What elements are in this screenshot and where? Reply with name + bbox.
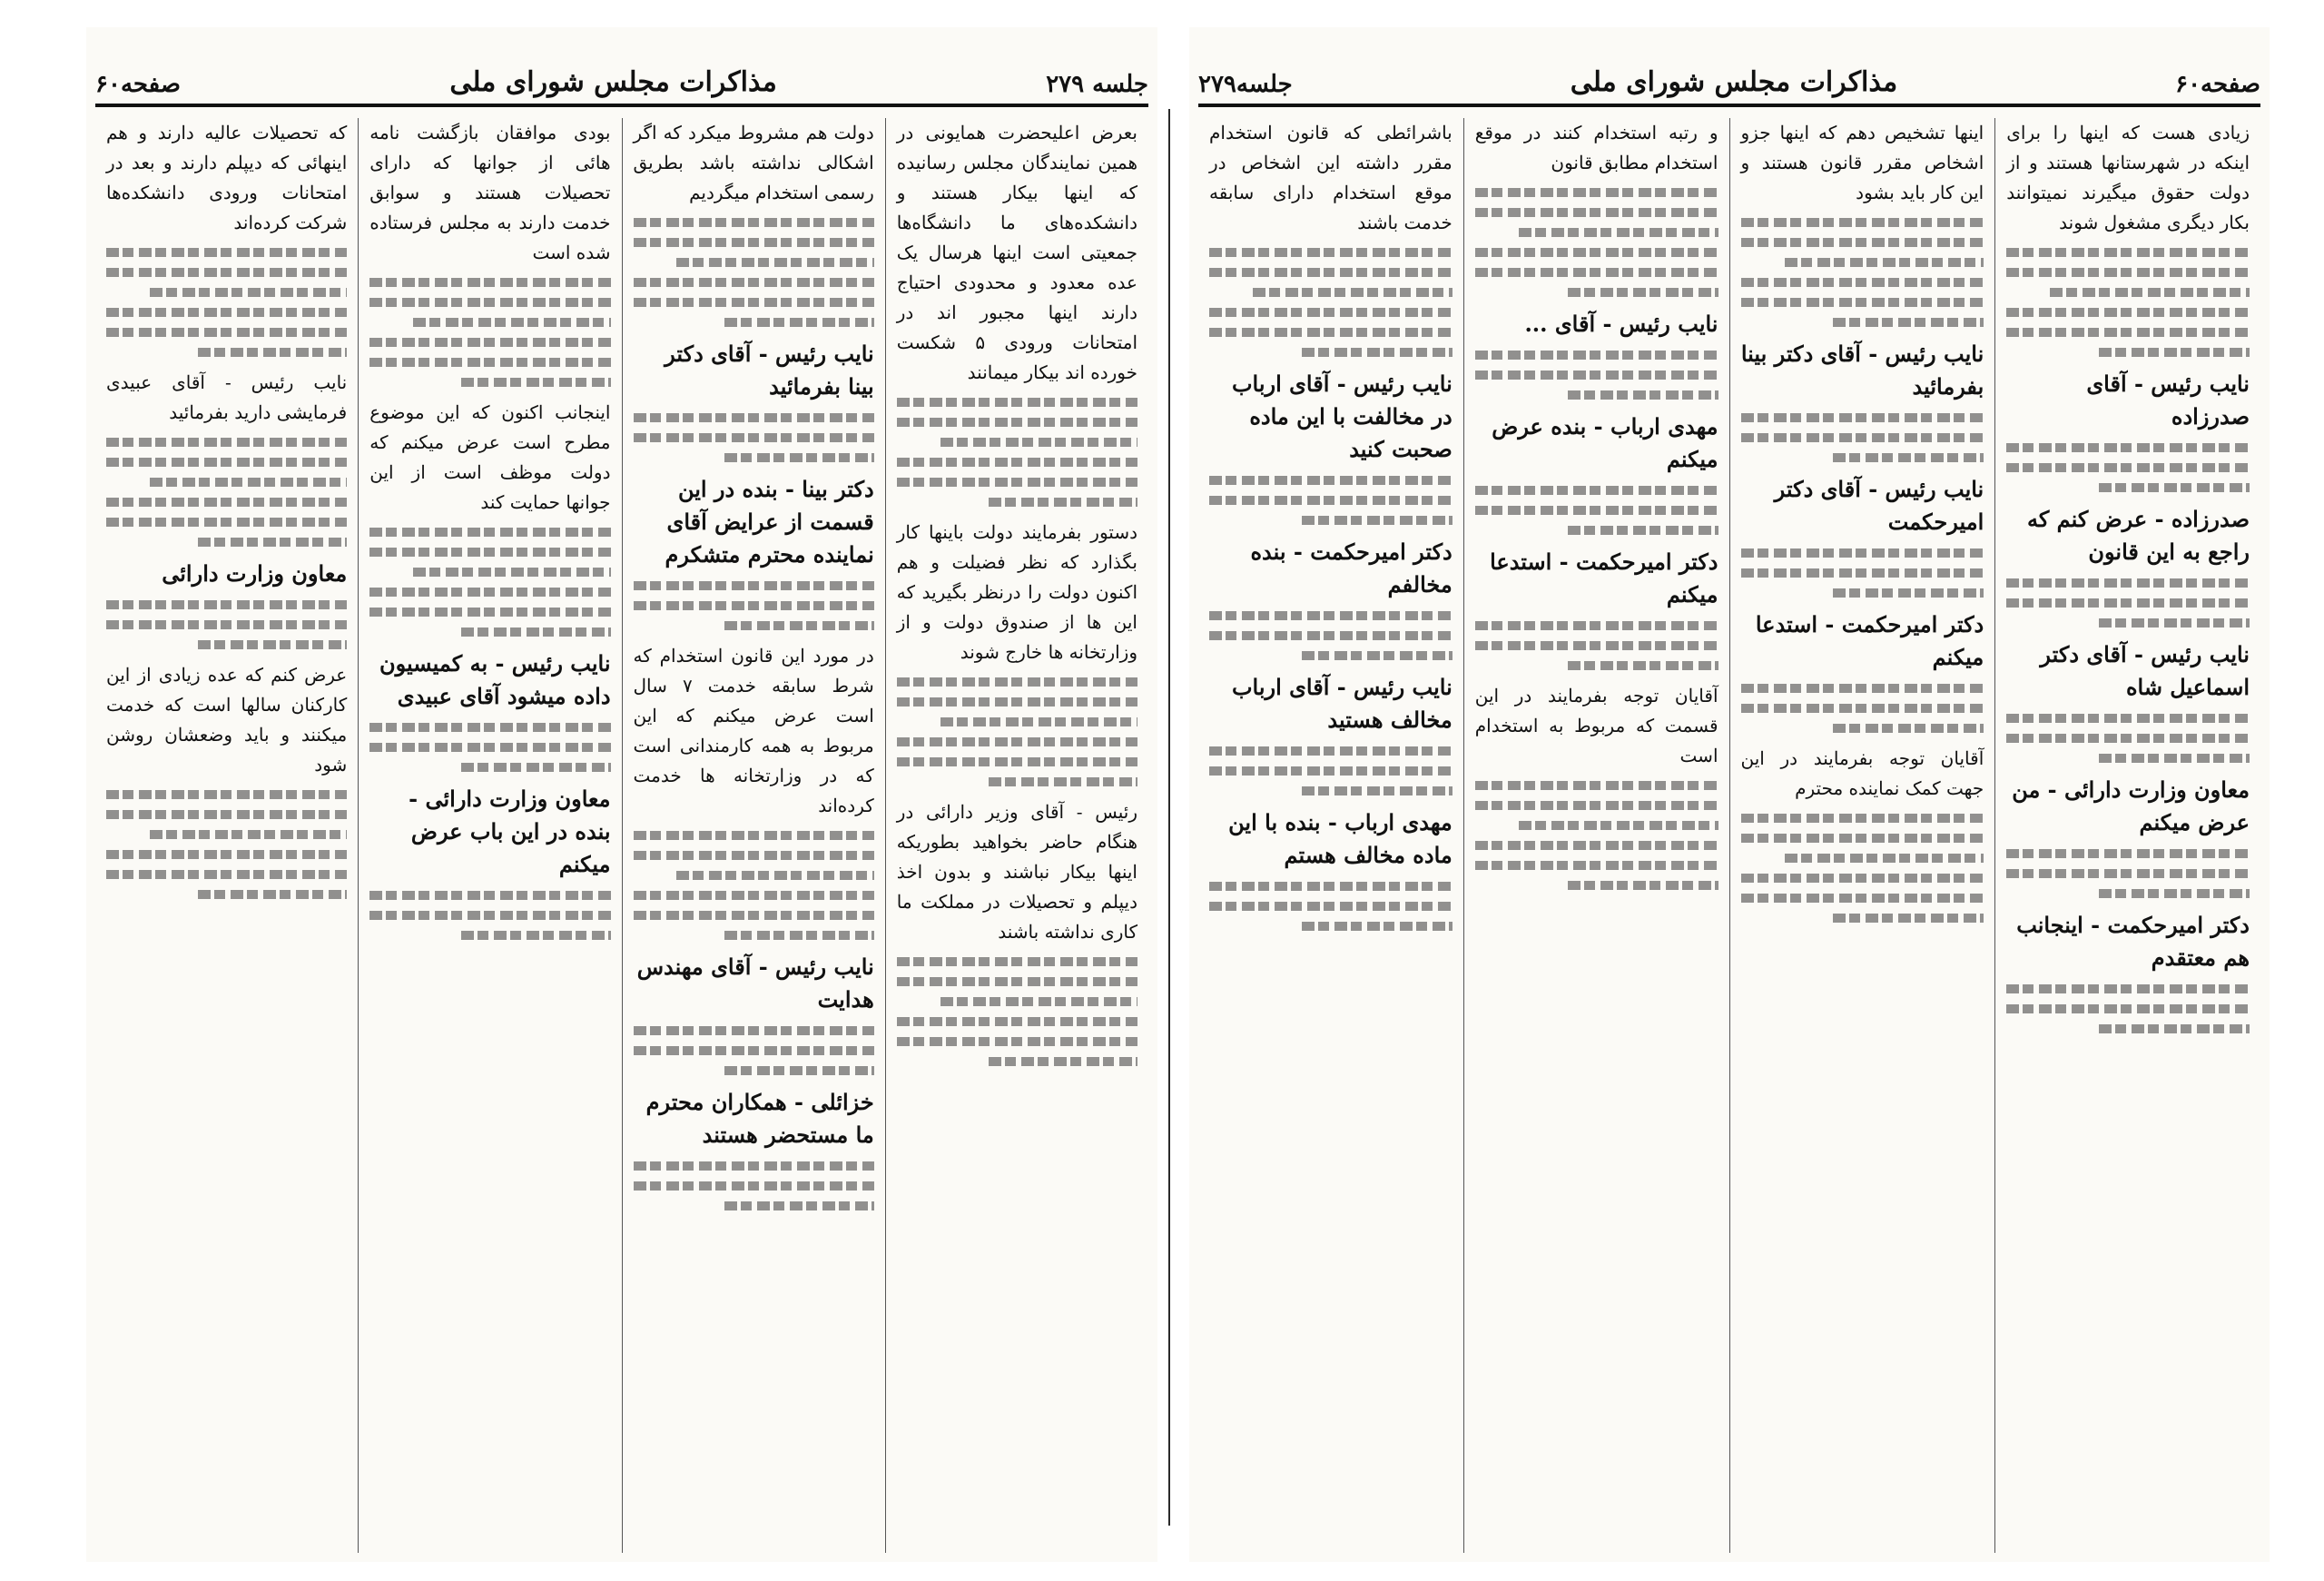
print-line (897, 1037, 1137, 1046)
speaker-heading: دکتر امیرحکمت - استدعا میکنم (1490, 548, 1718, 608)
print-lines (106, 438, 347, 547)
print-line (897, 398, 1137, 407)
print-lines (634, 581, 874, 630)
right-column-4 (1198, 118, 1463, 1553)
speaker-heading: دکتر بینا - بنده در این قسمت از عرایض آقای نماینده محترم متشکرم (665, 476, 874, 568)
print-line (150, 830, 348, 839)
print-line (198, 890, 347, 899)
print-line (634, 1026, 874, 1035)
speaker-heading: نایب رئیس - آقای دکتر اسماعیل شاه (2040, 641, 2250, 700)
print-line (1209, 611, 1452, 620)
print-line (1475, 208, 1718, 217)
print-lines (1209, 882, 1452, 931)
speaker-heading: صدرزاده - عرض کنم که راجع به این قانون (2027, 506, 2250, 565)
print-line (2006, 849, 2250, 858)
print-lines (634, 218, 874, 327)
print-lines (1741, 218, 1984, 327)
print-line (1741, 278, 1984, 287)
paragraph: بعرض اعلیحضرت همایونی در همین نمایندگان مجلس رسانیده که اینها بیکار هستند و دانشکده‌های ما دانشگاه‌ها جمعیتی است اینها هرسال یک عده معدود و محدودی احتیاج دارند اینها مجبور اند در امتحانات ورودی ۵ شکست خورده اند بیکار میمانند (896, 122, 1137, 383)
print-line (1785, 854, 1984, 863)
print-lines (1475, 486, 1718, 535)
print-line (940, 997, 1138, 1006)
print-line (1209, 882, 1452, 891)
print-lines (369, 528, 610, 637)
print-line (1833, 318, 1984, 327)
print-line (1475, 486, 1718, 495)
print-line (461, 627, 610, 637)
print-line (2006, 869, 2250, 878)
print-line (1302, 516, 1452, 525)
print-line (106, 518, 347, 527)
left-session-number: جلسه ۲۷۹ (1046, 71, 1148, 98)
paragraph: رئیس - آقای وزیر دارائی در هنگام حاضر بخواهید بطوریکه اینها بیکار نباشند و بدون اخذ دیپلم و تحصیلات در مملکت ما کاری نداشته باشند (896, 801, 1137, 943)
speaker-heading: نایب رئیس - آقای دکتر بینا بفرمائید (665, 341, 874, 400)
left-columns (95, 118, 1148, 1553)
print-lines (106, 790, 347, 899)
print-line (2099, 618, 2250, 627)
print-line (1475, 641, 1718, 650)
left-page-number: صفحه۶۰ (95, 71, 181, 98)
print-line (2006, 714, 2250, 723)
print-line (897, 418, 1137, 427)
print-line (1475, 188, 1718, 197)
print-line (106, 438, 347, 447)
print-lines (1475, 188, 1718, 297)
right-columns (1198, 118, 2260, 1553)
print-line (724, 453, 873, 462)
print-line (1741, 298, 1984, 307)
print-line (1833, 724, 1984, 733)
print-line (1568, 526, 1718, 535)
print-line (1741, 704, 1984, 713)
print-line (2099, 348, 2250, 357)
print-line (1741, 238, 1984, 247)
print-lines (2006, 714, 2250, 763)
print-lines (2006, 578, 2250, 627)
speaker-heading: نایب رئیس - به کمیسیون داده میشود آقای عبیدی (379, 650, 611, 709)
print-line (369, 548, 610, 557)
print-line (2099, 754, 2250, 763)
print-lines (897, 398, 1137, 507)
print-line (198, 640, 347, 649)
speaker-heading: نایب رئیس - آقای صدرزاده (2086, 371, 2250, 430)
right-session-number: جلسه۲۷۹ (1198, 71, 1293, 98)
speaker-heading: نایب رئیس - آقای ارباب مخالف هستید (1231, 674, 1452, 733)
print-line (1568, 288, 1718, 297)
print-line (2006, 248, 2250, 257)
print-line (1475, 351, 1718, 360)
print-line (1209, 248, 1452, 257)
print-line (369, 723, 610, 732)
print-line (369, 911, 610, 920)
speaker-heading: نایب رئیس - آقای دکتر امیرحکمت (1774, 476, 1984, 535)
left-page (86, 27, 1157, 1562)
print-line (106, 850, 347, 859)
right-page-title: مذاکرات مجلس شورای ملی (1570, 66, 1898, 98)
paragraph: در مورد این قانون استخدام که شرط سابقه خدمت ۷ سال است عرض میکنم که این مربوط به همه کارمندانی است که در وزارتخانه ها خدمت کرده‌اند (633, 645, 874, 816)
print-line (2006, 578, 2250, 588)
print-line (1209, 746, 1452, 756)
print-line (1785, 258, 1984, 267)
print-line (2006, 1004, 2250, 1013)
print-line (1741, 874, 1984, 883)
paragraph: دستور بفرمایند دولت باینها کار بگذارد که نظر فضیلت و هم اکنون دولت را درنظر بگیرید که این ها از صندوق دولت و از وزارتخانه ها خارج شوند (896, 521, 1137, 663)
print-line (150, 288, 348, 297)
print-lines (1741, 814, 1984, 923)
print-line (1209, 308, 1452, 317)
print-line (1475, 621, 1718, 630)
print-line (634, 1046, 874, 1055)
print-line (2006, 268, 2250, 277)
print-line (634, 278, 874, 287)
print-lines (634, 831, 874, 940)
print-line (369, 298, 610, 307)
print-lines (1741, 684, 1984, 733)
paragraph: که تحصیلات عالیه دارند و هم اینهائی که دیپلم دارند و بعد در امتحانات ورودی دانشکده‌ها شرکت کرده‌اند (106, 122, 348, 233)
print-line (1209, 766, 1452, 776)
print-line (2006, 984, 2250, 993)
left-page-title: مذاکرات مجلس شورای ملی (449, 66, 777, 98)
print-line (1568, 881, 1718, 890)
print-line (106, 308, 347, 317)
right-page (1189, 27, 2270, 1562)
print-line (1568, 661, 1718, 670)
print-line (1475, 781, 1718, 790)
print-lines (2006, 849, 2250, 898)
print-lines (1475, 781, 1718, 890)
print-line (413, 568, 611, 577)
print-line (106, 600, 347, 609)
print-line (940, 438, 1138, 447)
print-line (1302, 348, 1452, 357)
right-column-1 (1994, 118, 2260, 1553)
print-line (1302, 922, 1452, 931)
print-line (1741, 814, 1984, 823)
speaker-heading: معاون وزارت دارائی - بنده در این باب عرض میکنم (409, 786, 611, 877)
print-line (897, 478, 1137, 487)
print-line (369, 588, 610, 597)
print-lines (1475, 351, 1718, 400)
print-line (1741, 548, 1984, 558)
print-lines (897, 677, 1137, 786)
print-lines (1475, 621, 1718, 670)
print-line (724, 621, 873, 630)
print-line (897, 677, 1137, 687)
print-lines (1209, 611, 1452, 660)
print-line (634, 298, 874, 307)
print-line (724, 1201, 873, 1210)
print-lines (2006, 443, 2250, 492)
print-line (897, 757, 1137, 766)
print-line (150, 478, 348, 487)
print-line (369, 743, 610, 752)
print-line (1741, 568, 1984, 578)
print-line (676, 258, 874, 267)
print-lines (634, 1161, 874, 1210)
paragraph: دولت هم مشروط میکرد که اگر اشکالی نداشته باشد بطریق رسمی استخدام میگردیم (633, 122, 874, 203)
print-line (198, 538, 347, 547)
print-line (634, 891, 874, 900)
right-header-rule (1198, 104, 2260, 107)
print-line (2006, 598, 2250, 608)
print-line (1568, 390, 1718, 400)
speaker-heading: خزائلی - همکاران محترم ما مستحضر هستند (645, 1089, 874, 1148)
print-line (2050, 288, 2250, 297)
print-line (1519, 821, 1718, 830)
print-line (1741, 684, 1984, 693)
speaker-heading: معاون وزارت دارائی - من عرض میکنم (2012, 776, 2250, 835)
print-line (2099, 483, 2250, 492)
right-page-header (1198, 44, 2260, 98)
print-line (1209, 476, 1452, 485)
paragraph: آقایان توجه بفرمایند در این قسمت که مربوط به استخدام است (1474, 685, 1718, 766)
speaker-heading: مهدی ارباب - بنده عرض میکنم (1492, 413, 1718, 472)
print-line (989, 498, 1137, 507)
paragraph: اینجانب اکنون که این موضوع مطرح است عرض میکنم که دولت موظف است از این جوانها حمایت کند (369, 401, 611, 513)
center-gutter-rule (1168, 109, 1170, 1526)
print-line (1741, 218, 1984, 227)
print-line (2006, 328, 2250, 337)
print-lines (2006, 984, 2250, 1033)
print-line (106, 620, 347, 629)
speaker-heading: نایب رئیس - آقای مهندس هدایت (636, 954, 874, 1013)
print-line (989, 777, 1137, 786)
paragraph: زیادی هست که اینها را برای اینکه در شهرستانها هستند و از دولت حقوق میگیرند نمیتوانند بکار دیگری مشغول شوند (2006, 122, 2250, 233)
print-line (1209, 631, 1452, 640)
print-line (2006, 734, 2250, 743)
print-lines (369, 891, 610, 940)
right-page-number: صفحه۶۰ (2175, 71, 2260, 98)
print-line (461, 378, 610, 387)
print-line (676, 871, 874, 880)
print-line (369, 338, 610, 347)
speaker-heading: دکتر امیرحکمت - بنده مخالفم (1250, 539, 1452, 598)
print-line (1475, 801, 1718, 810)
print-line (634, 911, 874, 920)
left-header-rule (95, 104, 1148, 107)
print-line (1209, 902, 1452, 911)
print-line (2006, 443, 2250, 452)
print-line (1209, 496, 1452, 505)
print-lines (1209, 746, 1452, 795)
print-lines (1209, 476, 1452, 525)
print-line (1302, 651, 1452, 660)
print-lines (369, 278, 610, 387)
print-line (634, 581, 874, 590)
speaker-heading: مهدی ارباب - بنده با این ماده مخالف هستم (1228, 809, 1452, 868)
print-line (106, 248, 347, 257)
print-line (106, 328, 347, 337)
print-lines (1741, 548, 1984, 598)
print-line (2099, 1024, 2250, 1033)
paragraph: و رتبه استخدام کنند در موقع استخدام مطابق قانون (1474, 122, 1718, 173)
speaker-heading: نایب رئیس - آقای ارباب در مخالفت با این ماده صحبت کنید (1231, 371, 1452, 462)
print-line (897, 977, 1137, 986)
print-line (1475, 861, 1718, 870)
print-lines (106, 600, 347, 649)
print-line (413, 318, 611, 327)
print-line (897, 458, 1137, 467)
print-line (1833, 914, 1984, 923)
print-line (2006, 463, 2250, 472)
print-line (1475, 841, 1718, 850)
left-page-header (95, 44, 1148, 98)
print-line (106, 790, 347, 799)
print-lines (106, 248, 347, 357)
print-line (940, 717, 1138, 726)
print-line (1741, 894, 1984, 903)
print-lines (1741, 413, 1984, 462)
paragraph: بودی موافقان بازگشت نامه هائی از جوانها که دارای تحصیلات هستند و سوابق خدمت دارند به مجلس فرستاده شده است (369, 122, 611, 263)
print-line (106, 870, 347, 879)
speaker-heading: دکتر امیرحکمت - استدعا میکنم (1755, 611, 1984, 670)
print-line (897, 697, 1137, 707)
print-line (369, 358, 610, 367)
left-column-4 (95, 118, 358, 1553)
print-line (106, 458, 347, 467)
print-line (989, 1057, 1137, 1066)
print-line (106, 810, 347, 819)
print-line (1741, 413, 1984, 422)
print-line (1209, 268, 1452, 277)
print-line (1209, 328, 1452, 337)
paragraph: عرض کنم که عده زیادی از این کارکنان سالها است که خدمت میکنند و باید وضعشان روشن شود (106, 664, 348, 776)
print-line (897, 957, 1137, 966)
speaker-heading: نایب رئیس - آقای دکتر بینا بفرمائید (1740, 341, 1984, 400)
print-line (1519, 228, 1718, 237)
print-line (1741, 834, 1984, 843)
print-line (369, 608, 610, 617)
paragraph: آقایان توجه بفرمایند در این جهت کمک نماینده محترم (1740, 747, 1984, 799)
right-column-3 (1463, 118, 1729, 1553)
print-line (198, 348, 347, 357)
print-line (369, 891, 610, 900)
print-line (1302, 786, 1452, 795)
print-line (1475, 248, 1718, 257)
print-lines (2006, 248, 2250, 357)
paragraph: باشرائطی که قانون استخدام مقرر داشته این اشخاص در موقع استخدام دارای سابقه خدمت باشند (1209, 122, 1452, 233)
paragraph: اینها تشخیص دهم که اینها جزو اشخاص مقرر قانون هستند و این کار باید بشود (1740, 122, 1984, 203)
print-line (1475, 268, 1718, 277)
print-line (634, 851, 874, 860)
right-column-2 (1729, 118, 1995, 1553)
print-line (1833, 453, 1984, 462)
paragraph: نایب رئیس - آقای عبیدی فرمایشی دارید بفرمائید (106, 371, 348, 423)
print-line (634, 433, 874, 442)
print-line (1475, 506, 1718, 515)
print-line (1475, 371, 1718, 380)
print-line (634, 218, 874, 227)
print-line (724, 1066, 873, 1075)
speaker-heading: نایب رئیس - آقای ... (1524, 311, 1718, 337)
print-line (1833, 588, 1984, 598)
print-lines (897, 957, 1137, 1066)
left-column-3 (358, 118, 621, 1553)
print-line (634, 831, 874, 840)
left-column-1 (885, 118, 1148, 1553)
print-line (1253, 288, 1452, 297)
print-line (369, 528, 610, 537)
print-line (634, 413, 874, 422)
print-line (897, 737, 1137, 746)
print-line (634, 601, 874, 610)
print-line (106, 498, 347, 507)
speaker-heading: معاون وزارت دارائی (162, 560, 348, 587)
print-line (2006, 308, 2250, 317)
print-lines (369, 723, 610, 772)
print-line (724, 318, 873, 327)
print-line (897, 1017, 1137, 1026)
print-lines (634, 413, 874, 462)
print-line (461, 763, 610, 772)
print-line (106, 268, 347, 277)
left-column-2 (622, 118, 885, 1553)
print-lines (1209, 248, 1452, 357)
print-line (634, 1181, 874, 1191)
print-line (2099, 889, 2250, 898)
print-line (369, 278, 610, 287)
print-line (634, 238, 874, 247)
print-line (1741, 433, 1984, 442)
print-line (461, 931, 610, 940)
print-line (634, 1161, 874, 1171)
speaker-heading: دکتر امیرحکمت - اینجانب هم معتقدم (2016, 912, 2250, 971)
print-line (724, 931, 873, 940)
print-lines (634, 1026, 874, 1075)
